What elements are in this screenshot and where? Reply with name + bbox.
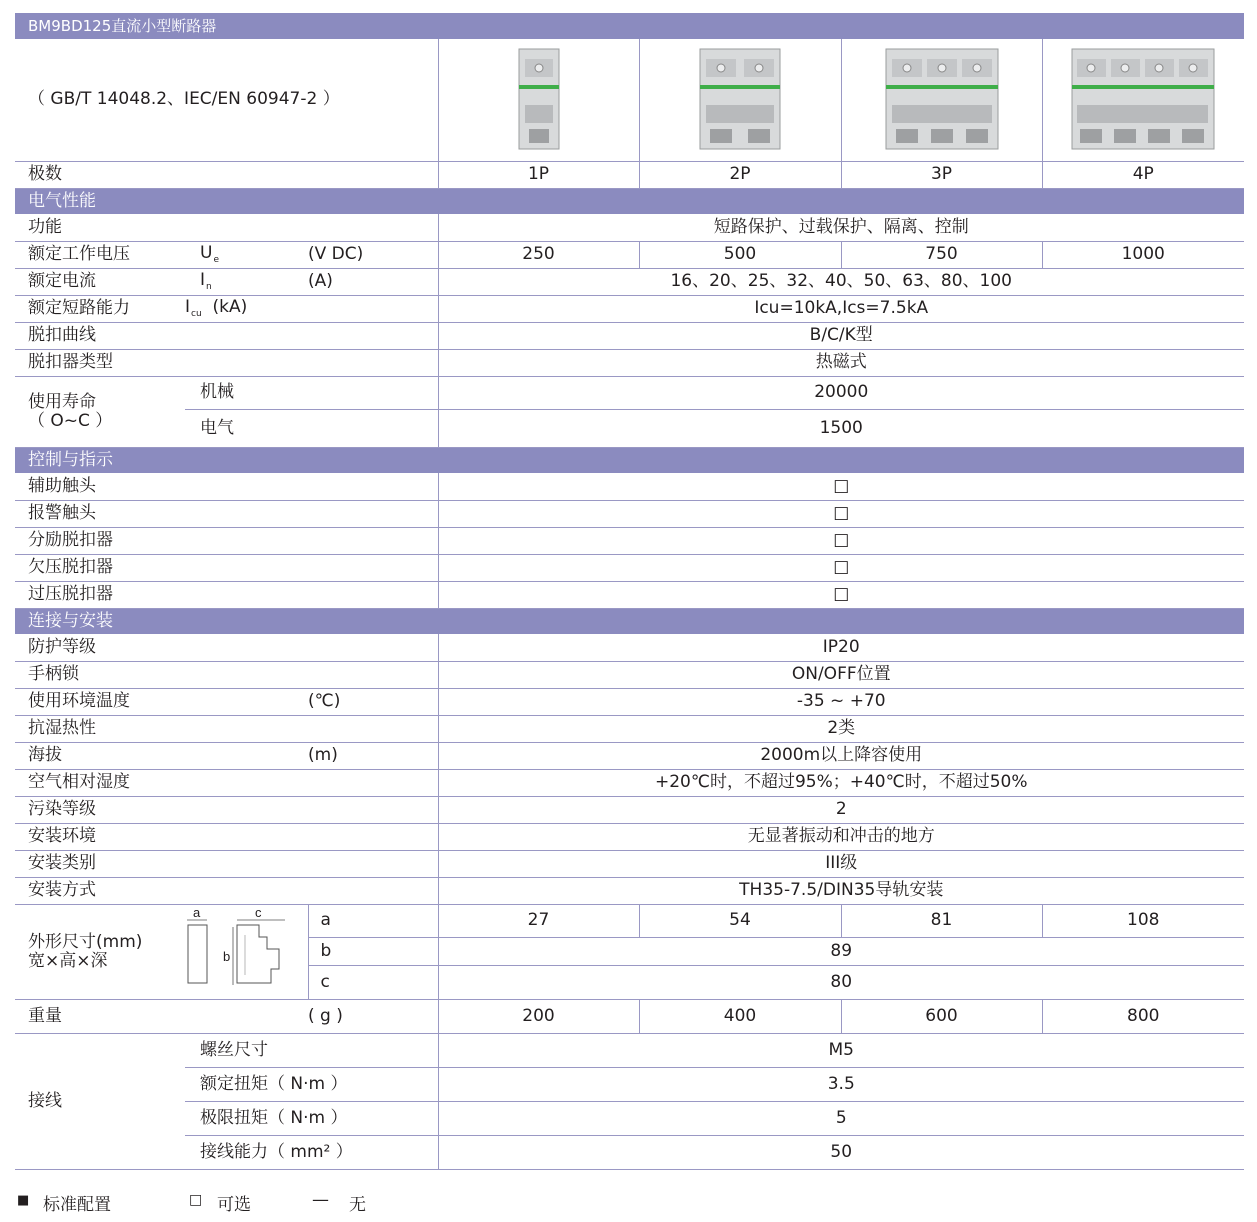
weight-1p: 200 bbox=[438, 999, 639, 1033]
wiring-torque-value: 3.5 bbox=[438, 1067, 1244, 1101]
handle-lock-row bbox=[15, 661, 1244, 688]
install-env-row bbox=[15, 823, 1244, 850]
breaking-capacity-symbol bbox=[185, 295, 438, 322]
life-label-line2: （ O~C ） bbox=[28, 410, 113, 431]
weight-2p: 400 bbox=[639, 999, 841, 1033]
weight-label: 重量 bbox=[15, 999, 308, 1033]
install-category-row bbox=[15, 850, 1244, 877]
dimensions-label-line2: 宽×高×深 bbox=[28, 950, 108, 971]
dimensions-label-line1: 外形尺寸(mm) bbox=[28, 931, 143, 952]
install-env-value: 无显著振动和冲击的地方 bbox=[438, 823, 1244, 850]
wiring-torque-label: 额定扭矩（ N·m ） bbox=[185, 1067, 438, 1101]
pollution-value: 2 bbox=[438, 796, 1244, 823]
trip-curve-value: B/C/K型 bbox=[438, 322, 1244, 349]
control-label: 辅助触头 bbox=[15, 473, 438, 500]
section-connection bbox=[15, 608, 1244, 634]
humidity-value: +20℃时，不超过95%；+40℃时，不超过50% bbox=[438, 769, 1244, 796]
rated-current-unit: (A) bbox=[308, 268, 438, 295]
poles-row bbox=[15, 161, 1244, 188]
trip-type-row bbox=[15, 349, 1244, 376]
control-row bbox=[15, 500, 1244, 527]
dimension-a-1p: 27 bbox=[438, 904, 639, 937]
section-control bbox=[15, 447, 1244, 473]
wiring-capacity-row bbox=[15, 1135, 1244, 1169]
dimension-b-label: b bbox=[308, 937, 438, 965]
pollution-label: 污染等级 bbox=[15, 796, 438, 823]
life-electrical-row bbox=[15, 409, 1244, 447]
handle-lock-label: 手柄锁 bbox=[15, 661, 438, 688]
poles-label: 极数 bbox=[15, 161, 438, 188]
damp-heat-value: 2类 bbox=[438, 715, 1244, 742]
dimension-a-3p: 81 bbox=[841, 904, 1042, 937]
temperature-value: -35 ~ +70 bbox=[438, 688, 1244, 715]
humidity-row bbox=[15, 769, 1244, 796]
control-label: 分励脱扣器 bbox=[15, 527, 438, 554]
dimension-b-value: 89 bbox=[438, 937, 1244, 965]
control-value: □ bbox=[438, 554, 1244, 581]
dimensions-label bbox=[15, 904, 185, 999]
handle-lock-value: ON/OFF位置 bbox=[438, 661, 1244, 688]
dimension-c-label: c bbox=[308, 965, 438, 999]
life-electrical-label: 电气 bbox=[185, 409, 438, 447]
dimension-a-row bbox=[15, 904, 1244, 937]
legend-standard-label: 标准配置 bbox=[43, 1195, 111, 1215]
dimension-a-2p: 54 bbox=[639, 904, 841, 937]
life-mechanical-label: 机械 bbox=[185, 376, 438, 409]
section-connection-title: 连接与安装 bbox=[15, 608, 1244, 634]
wiring-screw-label: 螺丝尺寸 bbox=[185, 1033, 438, 1067]
wiring-max-torque-label: 极限扭矩（ N·m ） bbox=[185, 1101, 438, 1135]
rated-voltage-symbol bbox=[185, 241, 308, 268]
temperature-unit: (℃) bbox=[308, 688, 438, 715]
rated-current-symbol bbox=[185, 268, 308, 295]
damp-heat-label: 抗湿热性 bbox=[15, 715, 438, 742]
altitude-row bbox=[15, 742, 1244, 769]
legend-optional-label: 可选 bbox=[217, 1195, 251, 1215]
rated-voltage-1p: 250 bbox=[438, 241, 639, 268]
current-symbol: I bbox=[200, 269, 206, 290]
dimension-a-label: a bbox=[308, 904, 438, 937]
control-row bbox=[15, 554, 1244, 581]
wiring-torque-row bbox=[15, 1067, 1244, 1101]
dimension-c-value: 80 bbox=[438, 965, 1244, 999]
breaker-1p-image bbox=[438, 39, 639, 161]
standard-text: （ GB/T 14048.2、IEC/EN 60947-2 ） bbox=[15, 39, 438, 161]
legend-optional-mark: □ bbox=[189, 1192, 203, 1208]
protection-label: 防护等级 bbox=[15, 634, 438, 661]
function-value: 短路保护、过载保护、隔离、控制 bbox=[438, 214, 1244, 241]
rated-current-label: 额定电流 bbox=[15, 268, 185, 295]
rated-voltage-4p: 1000 bbox=[1042, 241, 1244, 268]
dimension-diagram bbox=[185, 904, 308, 999]
life-label bbox=[15, 376, 185, 447]
breaking-unit: (kA) bbox=[212, 296, 248, 317]
rated-voltage-2p: 500 bbox=[639, 241, 841, 268]
spec-table bbox=[15, 13, 1244, 1170]
rated-voltage-label: 额定工作电压 bbox=[15, 241, 185, 268]
rated-voltage-unit: (V DC) bbox=[308, 241, 438, 268]
control-value: □ bbox=[438, 527, 1244, 554]
control-label: 过压脱扣器 bbox=[15, 581, 438, 608]
breaking-capacity-label: 额定短路能力 bbox=[15, 295, 185, 322]
install-method-value: TH35-7.5/DIN35导轨安装 bbox=[438, 877, 1244, 904]
control-value: □ bbox=[438, 500, 1244, 527]
legend-standard-mark: ■ bbox=[17, 1193, 30, 1208]
trip-type-value: 热磁式 bbox=[438, 349, 1244, 376]
install-category-value: III级 bbox=[438, 850, 1244, 877]
voltage-symbol-sub: e bbox=[213, 254, 219, 265]
dimension-drawing-icon bbox=[185, 905, 308, 993]
wiring-capacity-value: 50 bbox=[438, 1135, 1244, 1169]
pollution-row bbox=[15, 796, 1244, 823]
install-method-label: 安装方式 bbox=[15, 877, 438, 904]
section-electrical-title: 电气性能 bbox=[15, 188, 1244, 214]
rated-voltage-3p: 750 bbox=[841, 241, 1042, 268]
product-image-row bbox=[15, 39, 1244, 161]
product-title: BM9BD125直流小型断路器 bbox=[15, 13, 1244, 39]
control-row bbox=[15, 527, 1244, 554]
altitude-unit: (m) bbox=[308, 742, 438, 769]
life-mechanical-value: 20000 bbox=[438, 376, 1244, 409]
install-method-row bbox=[15, 877, 1244, 904]
install-env-label: 安装环境 bbox=[15, 823, 438, 850]
protection-row bbox=[15, 634, 1244, 661]
control-label: 欠压脱扣器 bbox=[15, 554, 438, 581]
life-electrical-value: 1500 bbox=[438, 409, 1244, 447]
poles-1p: 1P bbox=[438, 161, 639, 188]
current-symbol-sub: n bbox=[206, 281, 212, 292]
wiring-max-torque-value: 5 bbox=[438, 1101, 1244, 1135]
breaking-symbol: I bbox=[185, 296, 191, 317]
rated-voltage-row bbox=[15, 241, 1244, 268]
legend-none-mark: — bbox=[312, 1190, 329, 1210]
trip-curve-row bbox=[15, 322, 1244, 349]
poles-2p: 2P bbox=[639, 161, 841, 188]
damp-heat-row bbox=[15, 715, 1244, 742]
breaker-3p-image bbox=[841, 39, 1042, 161]
control-value: □ bbox=[438, 473, 1244, 500]
control-row bbox=[15, 581, 1244, 608]
breaker-4p-image bbox=[1042, 39, 1244, 161]
altitude-value: 2000m以上降容使用 bbox=[438, 742, 1244, 769]
weight-4p: 800 bbox=[1042, 999, 1244, 1033]
install-category-label: 安装类别 bbox=[15, 850, 438, 877]
title-bar bbox=[15, 13, 1244, 39]
legend-none-label: 无 bbox=[349, 1195, 366, 1215]
poles-4p: 4P bbox=[1042, 161, 1244, 188]
temperature-label: 使用环境温度 bbox=[15, 688, 308, 715]
weight-unit: ( g ) bbox=[308, 999, 438, 1033]
dimension-a-4p: 108 bbox=[1042, 904, 1244, 937]
spec-sheet bbox=[15, 13, 1244, 1170]
trip-curve-label: 脱扣曲线 bbox=[15, 322, 438, 349]
svg-text:b: b bbox=[223, 949, 231, 965]
breaking-capacity-row bbox=[15, 295, 1244, 322]
voltage-symbol: U bbox=[200, 242, 213, 263]
weight-row bbox=[15, 999, 1244, 1033]
wiring-capacity-label: 接线能力（ mm² ） bbox=[185, 1135, 438, 1169]
control-label: 报警触头 bbox=[15, 500, 438, 527]
section-control-title: 控制与指示 bbox=[15, 447, 1244, 473]
rated-current-row bbox=[15, 268, 1244, 295]
breaker-2p-image bbox=[639, 39, 841, 161]
function-label: 功能 bbox=[15, 214, 438, 241]
svg-text:a: a bbox=[193, 905, 201, 921]
breaking-capacity-value: Icu=10kA,Ics=7.5kA bbox=[438, 295, 1244, 322]
rated-current-value: 16、20、25、32、40、50、63、80、100 bbox=[438, 268, 1244, 295]
trip-type-label: 脱扣器类型 bbox=[15, 349, 438, 376]
humidity-label: 空气相对湿度 bbox=[15, 769, 438, 796]
wiring-max-torque-row bbox=[15, 1101, 1244, 1135]
protection-value: IP20 bbox=[438, 634, 1244, 661]
poles-3p: 3P bbox=[841, 161, 1042, 188]
life-label-line1: 使用寿命 bbox=[28, 391, 96, 412]
wiring-screw-value: M5 bbox=[438, 1033, 1244, 1067]
function-row bbox=[15, 214, 1244, 241]
weight-3p: 600 bbox=[841, 999, 1042, 1033]
altitude-label: 海拔 bbox=[15, 742, 308, 769]
section-electrical bbox=[15, 188, 1244, 214]
temperature-row bbox=[15, 688, 1244, 715]
control-value: □ bbox=[438, 581, 1244, 608]
life-mechanical-row bbox=[15, 376, 1244, 409]
wiring-label: 接线 bbox=[15, 1033, 185, 1169]
control-row bbox=[15, 473, 1244, 500]
svg-text:c: c bbox=[255, 905, 262, 921]
wiring-screw-row bbox=[15, 1033, 1244, 1067]
breaking-symbol-sub: cu bbox=[191, 308, 202, 319]
